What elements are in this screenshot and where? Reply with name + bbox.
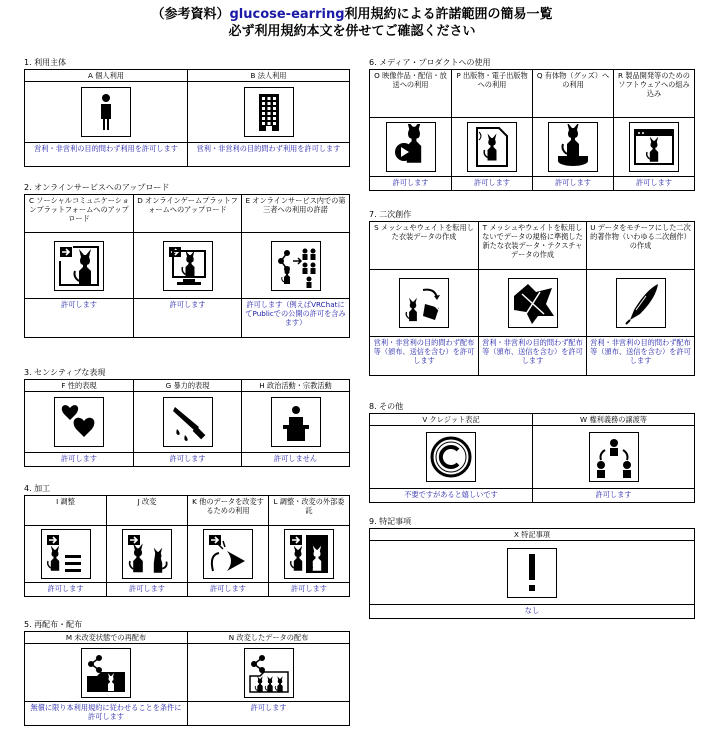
outsource-icon (284, 529, 334, 579)
permission-icon-cell (188, 526, 268, 583)
section-label: 5. 再配布・配布 (24, 620, 83, 629)
permission-result: 許可します (210, 584, 246, 593)
section-s7 (369, 210, 695, 376)
permission-heading: E オンラインサービス内での第三者への利用の許諾 (242, 195, 349, 233)
permission-column (370, 414, 532, 502)
permission-column (613, 70, 694, 190)
permission-column (187, 70, 349, 166)
permission-table (24, 194, 350, 338)
permission-result: なし (524, 606, 540, 615)
document-title (0, 6, 704, 40)
upload-monitor-icon (163, 241, 213, 291)
section-s3 (24, 368, 350, 467)
section-s5 (24, 620, 350, 726)
permission-result: 許可します (392, 178, 429, 187)
permission-column (106, 496, 187, 596)
permission-column (370, 529, 694, 618)
permission-result: 許可します (595, 490, 632, 499)
video-icon (386, 122, 436, 172)
permission-icon-cell (188, 82, 349, 143)
section-s6 (369, 58, 695, 191)
section-label: 3. センシティブな表現 (24, 368, 106, 377)
permission-column (133, 195, 241, 337)
section-label: 2. オンラインサービスへのアップロード (24, 183, 170, 192)
permission-heading: G 暴力的表現 (134, 380, 241, 392)
permission-result: 営利・非営利の目的問わず配布等（頒布、送信を含む）を許可します (373, 338, 475, 365)
permission-heading: D オンラインゲームプラットフォームへのアップロード (134, 195, 241, 233)
permission-table (24, 69, 350, 167)
share-users-icon (271, 241, 321, 291)
permission-table (24, 495, 350, 597)
section-s2 (24, 183, 350, 338)
permission-heading: U データをモチーフにした二次的著作物（いわゆる二次創作）の作成 (587, 222, 694, 270)
permission-result: 営利・非営利の目的問わず配布等（頒布、送信を含む）を許可します (482, 338, 583, 365)
permission-heading: N 改変したデータの配布 (188, 632, 349, 644)
goods-icon (548, 122, 598, 172)
permission-column (187, 632, 349, 725)
permission-icon-cell (269, 526, 349, 583)
permission-icon-cell (479, 270, 586, 337)
permission-result: 許可します (474, 178, 510, 187)
section-s1 (24, 58, 350, 167)
permission-table (24, 631, 350, 726)
title-line-1: （参考資料）glucose-earring利用規約による許諾範囲の簡易一覧 (151, 7, 553, 22)
hearts-icon (54, 397, 104, 447)
publication-icon (467, 122, 517, 172)
permission-heading: R 製品開発等のためのソフトウェアへの組み込み (614, 70, 694, 118)
permission-icon-cell (370, 270, 478, 337)
permission-heading: J 改変 (107, 496, 187, 526)
software-icon (629, 122, 679, 172)
permission-icon-cell (134, 233, 241, 299)
permission-table (24, 379, 350, 467)
permission-heading: L 調整・改変の外部委託 (269, 496, 349, 526)
exclamation-icon (507, 548, 557, 598)
permission-heading: Q 有体物（グッズ）への利用 (533, 70, 613, 118)
person-icon (81, 87, 131, 137)
permission-icon-cell (587, 270, 694, 337)
permission-column (241, 380, 349, 466)
permission-result: 許可します (61, 454, 97, 463)
section-label: 9. 特記事項 (369, 517, 412, 526)
podium-icon (271, 397, 321, 447)
permission-heading: B 法人利用 (188, 70, 349, 82)
permission-result: 許可します（例えばVRChatにてPublicでの公開の許可を含みます） (245, 300, 346, 327)
permission-icon-cell (370, 541, 694, 605)
permission-icon-cell (614, 118, 694, 177)
permission-column (25, 195, 133, 337)
adjust-icon (41, 529, 91, 579)
permission-column (451, 70, 532, 190)
permission-result: 許可します (169, 300, 206, 309)
section-s4 (24, 484, 350, 597)
section-s8 (369, 402, 695, 503)
redistribute-icon (81, 648, 131, 698)
permission-icon-cell (25, 233, 133, 299)
copyright-icon (426, 432, 476, 482)
permission-icon-cell (533, 426, 694, 489)
permission-icon-cell (25, 526, 106, 583)
permission-result: 営利・非営利の目的問わず利用を許可します (34, 144, 178, 153)
permission-column (25, 632, 187, 725)
permission-result: 許可します (47, 584, 84, 593)
permission-column (370, 222, 478, 375)
permission-result: 営利・非営利の目的問わず配布等（頒布、送信を含む）を許可します (590, 338, 691, 365)
permission-column (478, 222, 586, 375)
permission-column (586, 222, 694, 375)
permission-column (241, 195, 349, 337)
pen-icon (616, 278, 666, 328)
permission-result: 許可します (129, 584, 165, 593)
building-icon (244, 87, 294, 137)
permission-result: 許可します (555, 178, 591, 187)
permission-result: 許可します (169, 454, 206, 463)
permission-heading: W 権利義務の譲渡等 (533, 414, 694, 426)
permission-icon-cell (452, 118, 532, 177)
permission-icon-cell (242, 392, 349, 453)
permission-icon-cell (533, 118, 613, 177)
permission-heading: V クレジット表記 (370, 414, 532, 426)
permission-heading: M 未改変状態での再配布 (25, 632, 187, 644)
permission-result: 許可します (250, 703, 287, 712)
permission-heading: S メッシュやウェイトを転用した衣装データの作成 (370, 222, 478, 270)
section-s9 (369, 517, 695, 619)
permission-result: 営利・非営利の目的問わず利用を許可します (196, 144, 341, 153)
permission-heading: C ソーシャルコミュニケーションプラットフォームへのアップロード (25, 195, 133, 233)
permission-table (369, 221, 695, 376)
permission-heading: K 他のデータを改変するための利用 (188, 496, 268, 526)
section-label: 7. 二次創作 (369, 210, 412, 219)
permission-heading: F 性的表現 (25, 380, 133, 392)
permission-icon-cell (188, 644, 349, 702)
new-costume-icon (508, 278, 558, 328)
permission-column (25, 70, 187, 166)
section-label: 1. 利用主体 (24, 58, 67, 67)
permission-result: 許可します (61, 300, 97, 309)
product-name: glucose-earring (229, 7, 345, 22)
permission-column (25, 496, 106, 596)
permission-heading: H 政治活動・宗教活動 (242, 380, 349, 392)
permission-table (369, 69, 695, 191)
permission-result: 無償に限り本利用規約に従わせることを条件に許可します (30, 703, 182, 721)
knife-icon (163, 397, 213, 447)
transfer-icon (589, 432, 639, 482)
section-label: 6. メディア・プロダクトへの使用 (369, 58, 491, 67)
permission-result: 許可しません (273, 454, 318, 463)
title-line-2: 必ず利用規約本文を併せてご確認ください (228, 24, 476, 39)
upload-cat-icon (54, 241, 104, 291)
permission-heading: A 個人利用 (25, 70, 187, 82)
permission-icon-cell (370, 118, 451, 177)
permission-column (370, 70, 451, 190)
permission-heading: P 出版物・電子出版物への利用 (452, 70, 532, 118)
permission-icon-cell (107, 526, 187, 583)
permission-column (133, 380, 241, 466)
permission-icon-cell (25, 82, 187, 143)
permission-heading: O 映像作品・配信・放送への利用 (370, 70, 451, 118)
other-data-icon (203, 529, 253, 579)
permission-column (532, 414, 694, 502)
permission-table (369, 528, 695, 619)
permission-heading: X 特記事項 (370, 529, 694, 541)
permission-icon-cell (25, 392, 133, 453)
distribute-modified-icon (244, 648, 294, 698)
permission-icon-cell (25, 644, 187, 702)
permission-icon-cell (134, 392, 241, 453)
permission-column (187, 496, 268, 596)
permission-column (25, 380, 133, 466)
modify-icon (122, 529, 172, 579)
permission-result: 許可します (291, 584, 327, 593)
permission-icon-cell (370, 426, 532, 489)
permission-heading: T メッシュやウェイトを転用しないでデータの規格に準拠した新たな衣装データ・テクスチャデータの作成 (479, 222, 586, 270)
permission-result: 許可します (636, 178, 672, 187)
section-label: 8. その他 (369, 402, 404, 411)
permission-column (532, 70, 613, 190)
permission-result: 不要ですがあると嬉しいです (404, 490, 498, 499)
permission-table (369, 413, 695, 503)
permission-column (268, 496, 349, 596)
recycle-costume-icon (399, 278, 449, 328)
section-label: 4. 加工 (24, 484, 51, 493)
permission-heading: I 調整 (25, 496, 106, 526)
permission-icon-cell (242, 233, 349, 299)
